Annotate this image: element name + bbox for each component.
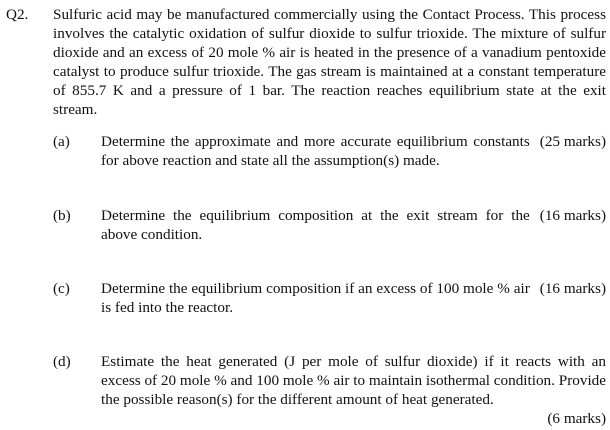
part-b-text xyxy=(101,206,606,244)
part-d-body xyxy=(101,352,606,428)
part-c-question-text: Determine the equilibrium composition if an excess of 100 mole % air is fed into the reactor. xyxy=(101,280,530,316)
part-c-label: (c) xyxy=(53,280,70,297)
part-b-marks: (16 marks) xyxy=(539,207,606,224)
part-d-marks: (6 marks) xyxy=(547,410,606,427)
part-d-label: (d) xyxy=(53,353,71,370)
part-b-label: (b) xyxy=(53,207,71,224)
question-number: Q2. xyxy=(6,6,29,23)
part-a-label: (a) xyxy=(53,133,70,150)
part-a-text xyxy=(101,132,606,170)
part-c-marks: (16 marks) xyxy=(539,280,606,297)
question-intro: Sulfuric acid may be manufactured commercially using the Contact Process. This process involves the catalytic oxidation of sulfur dioxide to sulfur trioxide. The mixture of sulfur dioxide and an excess of 20 mole % air is heated in the presence of a vanadium pentoxide catalyst to produce sulfur trioxide. The gas stream is maintained at a constant temperature of 855.7 K and a pressure of 1 bar. The reaction reaches equilibrium state at the exit stream. xyxy=(53,6,606,118)
part-c-text xyxy=(101,279,606,317)
part-b-question-text: Determine the equilibrium composition at the exit stream for the above condition. xyxy=(101,207,530,243)
part-c-body xyxy=(101,279,606,317)
part-d-text: Estimate the heat generated (J per mole of sulfur dioxide) if it reacts with an excess of 20 mole % and 100 mole % air to maintain isothermal condition. Provide the possible reason(s) for the different amount of heat generated. xyxy=(101,353,606,408)
part-a-body xyxy=(101,132,606,170)
part-a-question-text: Determine the approximate and more accurate equilibrium constants for above reaction and state all the assumption(s) made. xyxy=(101,133,530,169)
part-a-marks: (25 marks) xyxy=(539,133,606,150)
part-b-body xyxy=(101,206,606,244)
